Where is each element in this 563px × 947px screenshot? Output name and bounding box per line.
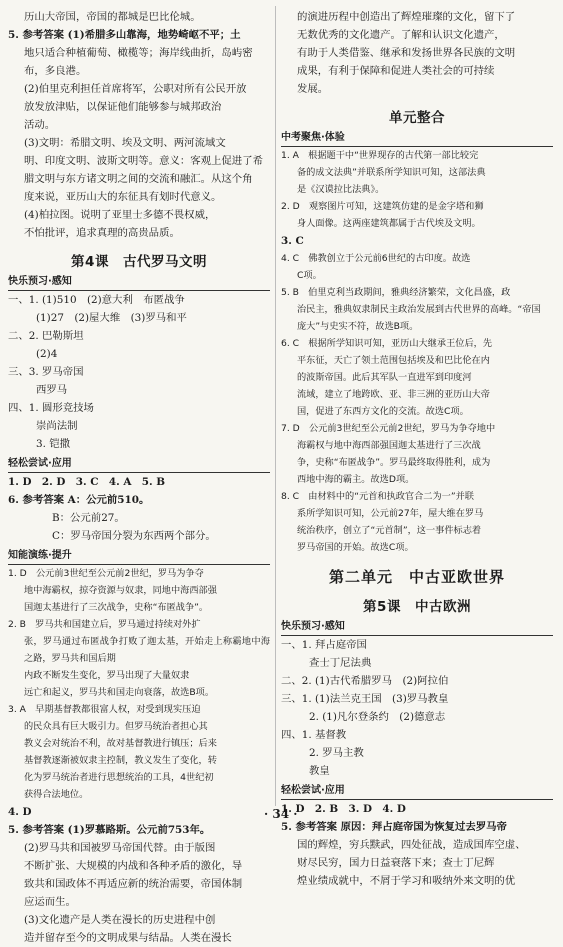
text-line: 有助于人类借鉴、继承和发扬世界各民族的文明: [297, 47, 516, 59]
text-line: 获得合法地位。: [24, 789, 89, 800]
text-line: 明、印度文明、波斯文明等。意义：客观上促进了希: [24, 155, 263, 167]
section-try-body: [8, 473, 270, 545]
text-line: 三、3. 罗马帝国: [8, 366, 84, 378]
text-line: (2)罗马共和国被罗马帝国代替。由于版图: [24, 842, 216, 854]
text-line: 2. (1)凡尔登条约 (2)德意志: [309, 711, 446, 723]
text-line: 的波斯帝国。此后其军队一直进军到印度河: [297, 372, 472, 383]
section-practice-body: [8, 565, 270, 947]
text-line: C：罗马帝国分裂为东西两个部分。: [52, 530, 216, 542]
text-line: 2. B 罗马共和国建立后，罗马通过持续对外扩: [8, 619, 201, 630]
text-line: 活动。: [24, 119, 56, 131]
text-line: (2)4: [36, 348, 58, 360]
section-preview: 快乐预习·感知: [8, 274, 270, 291]
text-line: 争，史称“布匿战争”。罗马最终取得胜利，成为: [297, 457, 491, 468]
text-line: 四、1. 基督教: [281, 729, 347, 741]
text-line: 治民主，雅典奴隶制民主政治发展到古代世界的高峰。“帝国: [297, 304, 541, 315]
text-line: 应运而生。: [24, 896, 76, 908]
text-line: (1)27 (2)屋大维 (3)罗马和平: [36, 312, 187, 324]
text-line: 布，多良港。: [24, 65, 87, 77]
text-line: 1. D 2. D 3. C 4. A 5. B: [8, 476, 166, 488]
text-line: (2)伯里克利担任首席将军，公职对所有公民开放: [24, 83, 247, 95]
text-line: 身人面像。这两座建筑都属于古代埃及文明。: [297, 218, 481, 229]
text-line: B：公元前27。: [52, 512, 125, 524]
text-line: 2. D 观察图片可知，这建筑仿建的是金字塔和狮: [281, 201, 484, 212]
text-line: 地中海霸权，掠夺资源与奴隶，同地中海西部强: [24, 585, 217, 596]
section-practice: 知能演练·提升: [8, 548, 270, 565]
right-top-block: [281, 8, 553, 98]
text-line: 地只适合种植葡萄、橄榄等；海岸线曲折，岛屿密: [24, 47, 253, 59]
text-line: 国的辉煌，穷兵黩武，四处征战，造成国库空虚、: [297, 839, 526, 851]
text-line: 3. C: [281, 235, 304, 247]
text-line: 西地中海的霸主。故选D项。: [297, 474, 415, 485]
page-number: · 34 ·: [264, 807, 298, 821]
text-line: 煌业绩成就中，不屑于学习和吸纳外来文明的优: [297, 875, 516, 887]
text-line: 腊文明与东方诸文明之间的交流和融汇。从这个角: [24, 173, 253, 185]
lesson-4-title: 第4课 古代罗马文明: [71, 254, 207, 270]
right-column: [281, 8, 553, 890]
text-line: 5. 参考答案 原因：拜占庭帝国为恢复过去罗马帝: [281, 821, 507, 833]
text-line: 成果，有利于保障和促进人类社会的可持续: [297, 65, 495, 77]
text-line: 张，罗马通过布匿战争打败了迦太基，开始走上称霸地中海之路，罗马共和国后期: [24, 636, 270, 664]
text-line: 无数优秀的文化遗产。了解和认识文化遗产，: [297, 29, 505, 41]
text-line: (3)文化遗产是人类在漫长的历史进程中创: [24, 914, 216, 926]
text-line: 罗马帝国的开始。故选C项。: [297, 542, 414, 553]
text-line: 不怕批评，追求真理的高贵品质。: [24, 227, 180, 239]
text-line: 4. D: [8, 806, 32, 818]
section-try-2-body: [281, 800, 553, 890]
text-line: 3. A 早期基督教都很富人权，对受到现实压迫: [8, 704, 201, 715]
lesson-5-title: 第5课 中古欧洲: [363, 599, 471, 615]
text-line: 备的成文法典”并联系所学知识可知，这部法典: [297, 167, 486, 178]
text-line: 四、1. 圆形竞技场: [8, 402, 94, 414]
text-line: 度来说，亚历山大的东征具有划时代意义。: [24, 191, 222, 203]
text-line: C项。: [297, 270, 322, 281]
text-line: 4. C 佛教创立于公元前6世纪的古印度。故选: [281, 253, 471, 264]
text-line: 西罗马: [36, 384, 68, 396]
text-line: 流域，建立了地跨欧、亚、非三洲的亚历山大帝: [297, 389, 490, 400]
section-preview-body: [8, 291, 270, 453]
text-line: 2. 罗马主教: [309, 747, 364, 759]
text-line: 一、1. 拜占庭帝国: [281, 639, 367, 651]
text-line: 内政不断发生变化，罗马出现了大量奴隶: [24, 670, 190, 681]
text-line: 崇尚法制: [36, 420, 78, 432]
text-line: 的民众具有巨大吸引力。但罗马统治者担心其: [24, 721, 208, 732]
section-try-2: 轻松尝试·应用: [281, 783, 553, 800]
text-line: (3)文明：希腊文明、埃及文明、两河流域文: [24, 137, 226, 149]
text-line: 3. 铠撒: [36, 438, 70, 450]
text-line: 庞大”与史实不符，故选B项。: [297, 321, 419, 332]
text-line: 国，促进了东西方文化的交流。故选C项。: [297, 406, 469, 417]
text-line: 7. D 公元前3世纪至公元前2世纪，罗马为争夺地中: [281, 423, 496, 434]
text-line: 致共和国政体不再适应新的统治需要，帝国体制: [24, 878, 243, 890]
text-line: 发展。: [297, 83, 329, 95]
text-line: 教皇: [309, 765, 330, 777]
text-line: 1. D 公元前3世纪至公元前2世纪，罗马为争夺: [8, 568, 204, 579]
text-line: 5. 参考答案 (1)希腊多山靠海，地势崎岖不平；土: [8, 29, 241, 41]
section-exam: 中考聚焦·体验: [281, 130, 553, 147]
text-line: 历山大帝国，帝国的都城是巴比伦城。: [24, 11, 201, 23]
text-line: 国迦太基进行了三次战争，史称“布匿战争”。: [24, 602, 209, 613]
text-line: 1. A 根据题干中“世界现存的古代第一部比较完: [281, 150, 479, 161]
text-line: 化为罗马统治者进行思想统治的工具，4世纪初: [24, 772, 214, 783]
text-line: 海霸权与地中海西部强国迦太基进行了三次战: [297, 440, 481, 451]
text-line: 的演进历程中创造出了辉煌璀璨的文化，留下了: [297, 11, 516, 23]
text-line: 是《汉谟拉比法典》。: [297, 184, 385, 195]
text-line: 基督教逐渐被奴隶主控制，教义发生了变化，转: [24, 755, 217, 766]
text-line: 教义会对统治不利，故对基督教进行镇压；后来: [24, 738, 217, 749]
text-line: 一、1. (1)510 (2)意大利 布匿战争: [8, 294, 185, 306]
text-line: 8. C 由材料中的“元首和执政官合二为一”并联: [281, 491, 474, 502]
text-line: 系所学知识可知，公元前27年，屋大维在罗马: [297, 508, 484, 519]
section-preview-2-body: [281, 636, 553, 780]
text-line: 二、2. (1)古代希腊罗马 (2)阿拉伯: [281, 675, 449, 687]
section-try: 轻松尝试·应用: [8, 456, 270, 473]
text-line: 二、2. 巴勒斯坦: [8, 330, 84, 342]
text-line: 1. D 2. B 3. D 4. D: [281, 803, 406, 815]
section-preview-2: 快乐预习·感知: [281, 619, 553, 636]
text-line: 6. C 根据所学知识可知，亚历山大继承王位后，先: [281, 338, 493, 349]
text-line: 统治秩序，创立了“元首制”，这一事件标志着: [297, 525, 482, 536]
text-line: 三、1. (1)法兰克王国 (3)罗马教皇: [281, 693, 449, 705]
text-line: (4)柏拉图。说明了亚里士多德不畏权威，: [24, 209, 216, 221]
section-exam-body: [281, 147, 553, 556]
text-line: 造并留存至今的文明成果与结晶。人类在漫长: [24, 932, 232, 944]
text-line: 平东征，天亡了领土范围包括埃及和巴比伦在内: [297, 355, 490, 366]
text-line: 不断扩张、大规模的内战和各种矛盾的激化，导: [24, 860, 243, 872]
left-column: [8, 8, 270, 947]
text-line: 6. 参考答案 A：公元前510。: [8, 494, 150, 506]
text-line: 财尽民穷，国力日益衰落下来；查士丁尼辉: [297, 857, 495, 869]
column-divider: [275, 6, 276, 806]
text-line: 远亡和起义，罗马共和国走向衰落，故选B项。: [24, 687, 215, 698]
text-line: 5. B 伯里克利当政期间，雅典经济繁荣，文化昌盛，政: [281, 287, 511, 298]
text-line: 5. 参考答案 (1)罗慕路斯。公元前753年。: [8, 824, 211, 836]
unit-2-title: 第二单元 中古亚欧世界: [328, 568, 505, 586]
left-top-block: [8, 8, 270, 242]
unit-summary-title: 单元整合: [389, 110, 445, 126]
text-line: 查士丁尼法典: [309, 657, 372, 669]
text-line: 放发放津贴，以保证他们能够参与城邦政治: [24, 101, 222, 113]
